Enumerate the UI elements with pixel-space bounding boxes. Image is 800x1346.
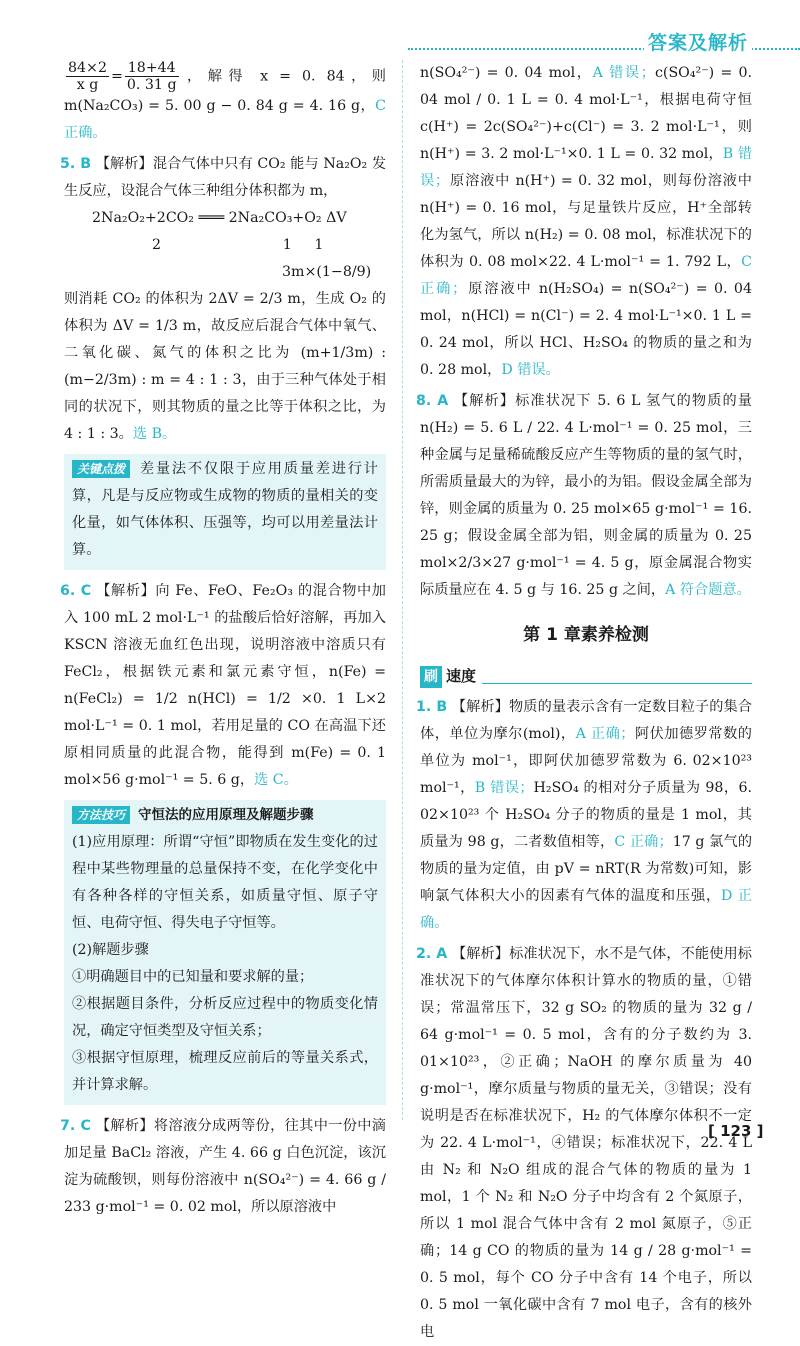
answer-wrong: D 错误。	[501, 362, 560, 378]
key-tip-box	[64, 454, 386, 570]
tip-line: ③根据守恒原理，梳理反应前后的等量关系式，并计算求解。	[72, 1050, 378, 1093]
tip-tag: 关键点拨	[72, 460, 130, 478]
question-number: 8. A	[416, 393, 449, 409]
question-number: 5. B	[60, 156, 92, 172]
text: ，解得 x = 0. 84，则 m(Na₂CO₃) = 5. 00 g − 0. 84 g =	[64, 68, 386, 114]
tip-title: 守恒法的应用原理及解题步骤	[138, 807, 314, 823]
question-number: 7. C	[60, 1118, 91, 1134]
answer-7-continuation	[420, 60, 752, 384]
denominator: x g	[76, 77, 99, 93]
equation-coefficients: 2 1 1	[152, 237, 324, 253]
fraction	[66, 60, 109, 93]
tip-text: 差量法不仅限于应用质量差进行计算，凡是与反应物或生成物的物质的量相关的变化量，如气体体积、压强等，均可以用差量法计算。	[72, 461, 378, 558]
explanation-text	[64, 286, 386, 448]
text: H₂SO₄ 的相对分子质量为 98，6. 02×10²³ 个 H₂SO₄ 分子的物质的量是 1 mol，其质量为 98 g，二者数值相等，	[420, 780, 752, 850]
answer-1	[416, 694, 753, 937]
section-label: 速度	[446, 667, 477, 685]
denominator: 0. 31 g	[126, 77, 177, 93]
text: 则消耗 CO₂ 的体积为 2ΔV = 2/3 m，生成 O₂ 的体积为 ΔV = 1/3 m，故反应后混合气体中氧气、二氧化碳、氮气的体积之比为 (m+1/3m) : (m−2/3m) : m = 4 : 1 : 3，由于三种气体处于相同的状况下，则其物质的量之比等于体积之比，为 4 : 1 : 3。	[64, 291, 386, 442]
explanation-text: 【解析】将溶液分成两等份，往其中一份中滴加足量 BaCl₂ 溶液，产生 4. 66 g 白色沉淀，该沉淀为硫酸钡，则每份溶液中 n(SO₄²⁻) = 4. 66 g / 233 g·mol⁻¹ = 0. 02 mol，所以原溶液中	[64, 1118, 386, 1215]
header-title: 答案及解析	[644, 30, 752, 57]
left-column	[60, 60, 387, 1221]
right-column	[416, 60, 753, 1346]
text: 原溶液中 n(H₂SO₄) = n(SO₄²⁻) = 0. 04 mol，n(HCl) = n(Cl⁻) = 2. 4 mol·L⁻¹×0. 1 L = 0. 24 mol，所以 HCl、H₂SO₄ 的物质的量之和为 0. 28 mol，	[420, 281, 752, 378]
answer-8	[416, 388, 752, 604]
text: 4. 16 g，	[309, 98, 376, 114]
brush-icon: 刷	[420, 666, 442, 688]
text: 原溶液中 n(H⁺) = 0. 32 mol，则每份溶液中 n(H⁺) = 0. 16 mol，与足量铁片反应，H⁺全部转化为氢气，所以 n(H₂) = 0. 08 mol，标准状况下的体积为 0. 08 mol×22. 4 L·mol⁻¹ = 1. 792 L，	[420, 173, 752, 270]
explanation-text: 【解析】标准状况下，水不是气体，不能使用标准状况下的气体摩尔体积计算水的物质的量，①错误；常温常压下，32 g SO₂ 的物质的量为 32 g / 64 g·mol⁻¹ = 0. 5 mol，含有的分子数约为 3. 01×10²³，②正确；NaOH 的摩尔质量为 40 g·mol⁻¹，摩尔质量与物质的量无关，③错误；没有说明是否在标准状况下，H₂ 的气体摩尔体积不一定为 22. 4 L·mol⁻¹，④错误；标准状况下，22. 4 L 由 N₂ 和 N₂O 组成的混合气体的物质的量为 1 mol，1 个 N₂ 和 N₂O 分子中均含有 2 个氮原子，所以 1 mol 混合气体中含有 2 mol 氮原子，⑤正确；14 g CO 的物质的量为 14 g / 28 g·mol⁻¹ = 0. 5 mol，每个 CO 分子中含有 14 个电子，所以 0. 5 mol 一氧化碳中含有 7 mol 电子，含有的核外电	[420, 946, 752, 1340]
explanation-text: 【解析】向 Fe、FeO、Fe₂O₃ 的混合物中加入 100 mL 2 mol·L⁻¹ 的盐酸后恰好溶解，再加入 KSCN 溶液无血红色出现，说明溶液中溶质只有 FeCl₂，根据铁元素和氯元素守恒，n(Fe) = n(FeCl₂) = 1/2 n(HCl) = 1/2 ×0. 1 L×2 mol·L⁻¹ = 0. 1 mol，若用足量的 CO 在高温下还原相同质量的此混合物，能得到 m(Fe) = 0. 1 mol×56 g·mol⁻¹ = 5. 6 g，	[64, 583, 386, 788]
page-header	[408, 28, 800, 56]
section-rule	[482, 683, 752, 684]
answer-wrong: A 错误；	[592, 65, 655, 81]
answer-5	[60, 151, 387, 205]
numerator: 84×2	[68, 60, 107, 76]
explanation-text: 【解析】标准状况下 5. 6 L 氢气的物质的量 n(H₂) = 5. 6 L / 22. 4 L·mol⁻¹ = 0. 25 mol，三种金属与足量稀硫酸反应产生等物质的量的氢气时，所需质量最大的为锌，最小的为铝。假设金属全部为锌，则金属的质量为 0. 25 mol×65 g·mol⁻¹ = 16. 25 g；假设金属全部为铝，则金属的质量为 0. 25 mol×2/3×27 g·mol⁻¹ = 4. 5 g，原金属混合物实际质量应在 4. 5 g 与 16. 25 g 之间，	[420, 393, 752, 598]
answer-correct: 选 C。	[254, 772, 298, 788]
question-number: 6. C	[60, 583, 92, 599]
q4-continuation: $\frac{84\times 2}{\text{x g}}$ = $\frac{18+44}{0. 31 g}$ ，解得 x = 0. 84，则 m(Na₂CO₃) = 5. 00 g − 0. 84 g = 4. 16 g，C 正确。	[64, 60, 386, 141]
text: 【解析】物质的量表示含有一定数目粒子的集合体，单位为摩尔(mol)，	[420, 699, 752, 742]
answer-correct: C 正确；	[614, 834, 673, 850]
section-header	[420, 663, 752, 690]
chapter-title: 第 1 章素养检测	[523, 625, 649, 645]
answer-correct: A 符合题意。	[665, 582, 751, 598]
tip-line: (1)应用原理：所谓“守恒”即物质在发生变化的过程中某些物理量的总量保持不变，在化学变化中有各种各样的守恒关系，如质量守恒、原子守恒、电荷守恒、得失电子守恒等。	[72, 834, 378, 931]
answer-correct: C 正确。	[64, 98, 386, 141]
equation-delta: 3m×(1−8/9)	[282, 264, 372, 280]
column-divider	[402, 60, 403, 1120]
method-tip-box	[64, 800, 386, 1105]
explanation-text: 【解析】混合气体中只有 CO₂ 能与 Na₂O₂ 发生反应，设混合气体三种组分体积都为 m，	[64, 156, 387, 199]
answer-6	[60, 578, 386, 794]
answer-correct: D 正确。	[420, 888, 752, 931]
question-number: 1. B	[416, 699, 448, 715]
question-number: 2. A	[416, 946, 448, 962]
numerator: 18+44	[125, 60, 179, 77]
tip-line: ①明确题目中的已知量和要求解的量；	[72, 969, 314, 985]
answer-7	[60, 1113, 386, 1221]
tip-line: (2)解题步骤	[72, 942, 149, 958]
text: c(SO₄²⁻) = 0. 04 mol / 0. 1 L = 0. 4 mol·L⁻¹，根据电荷守恒 c(H⁺) = 2c(SO₄²⁻)+c(Cl⁻) = 3. 2 mol·L⁻¹，则 n(H⁺) = 3. 2 mol·L⁻¹×0. 1 L = 0. 32 mol，	[420, 65, 752, 162]
answer-correct: C 正确；	[420, 254, 752, 297]
answer-correct: 选 B。	[132, 426, 177, 442]
tip-tag: 方法技巧	[72, 806, 130, 824]
text: 17 g 氯气的物质的量为定值，由 pV = nRT(R 为常数)可知，影响氯气体积大小的因素有气体的温度和压强，	[420, 834, 753, 904]
text: n(SO₄²⁻) = 0. 04 mol，	[420, 65, 593, 81]
tip-line: ②根据题目条件，分析反应过程中的物质变化情况，确定守恒类型及守恒关系；	[72, 996, 378, 1039]
answer-2	[416, 941, 752, 1346]
fraction	[125, 60, 179, 93]
answer-wrong: B 错误；	[474, 780, 534, 796]
answer-correct: A 正确；	[575, 726, 635, 742]
answer-wrong: B 错误；	[420, 146, 753, 189]
equation: 2Na₂O₂+2CO₂ ═══ 2Na₂CO₃+O₂ ΔV	[92, 210, 347, 226]
text: 阿伏加德罗常数的单位为 mol⁻¹，即阿伏加德罗常数为 6. 02×10²³ mol⁻¹，	[420, 726, 752, 796]
page-number: [ 123 ]	[708, 1122, 764, 1140]
